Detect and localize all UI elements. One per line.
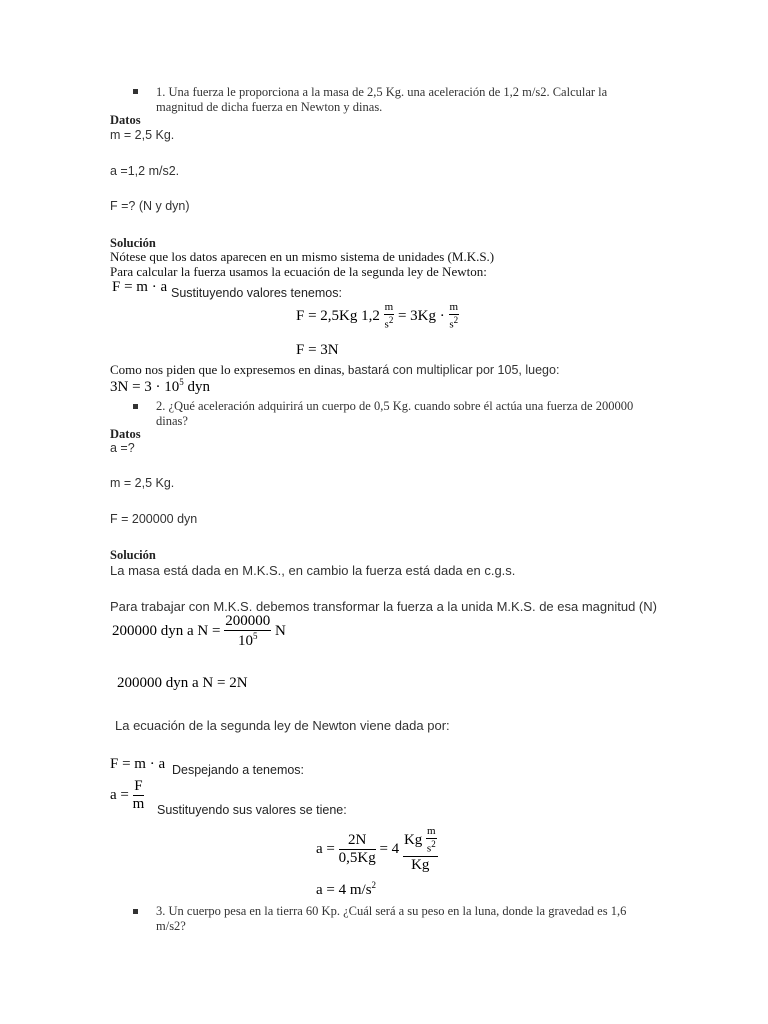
- datos-acceleration: a =1,2 m/s2.: [110, 164, 180, 178]
- datos-mass: m = 2,5 Kg.: [110, 128, 175, 142]
- problem-1-line-2: magnitud de dicha fuerza en Newton y dinas.: [156, 100, 383, 114]
- datos-acceleration-2: a =?: [110, 441, 135, 455]
- despejando-label: Despejando a tenemos:: [172, 763, 305, 777]
- dinas-sentence-part-1: Como nos piden que lo expresemos en dinas, b: [110, 362, 355, 377]
- unit-fraction: [384, 302, 395, 331]
- conversion-equation: 200000 dyn a N = $\frac{200000}{10^5}$ N: [112, 613, 286, 649]
- solucion-heading: Solución: [110, 236, 156, 250]
- acceleration-fraction: $\frac{F}{m}$: [132, 778, 145, 812]
- conversion-fraction: [224, 614, 271, 649]
- acceleration-equation: a = $\frac{2N}{0,5Kg}$ = 4 Kg $\frac{m}{s^2}$ Kg: [316, 825, 436, 873]
- newton-formula-2: F = m · a: [110, 756, 166, 772]
- solution-2-line-1: La masa está dada en M.K.S., en cambio la fuerza está dada en c.g.s.: [110, 563, 516, 578]
- problem-1-statement: [156, 85, 607, 115]
- dinas-sentence-part-2: astará con multiplicar por 105, luego:: [354, 363, 560, 377]
- problem-3-line-2: m/s2?: [156, 919, 186, 933]
- conversion-numerator: 200000: [225, 613, 271, 629]
- datos-force: F =? (N y dyn): [110, 199, 190, 213]
- unit-denominator-2: $s^2$: [449, 315, 459, 331]
- problem-2-line-1: 2. ¿Qué aceleración adquirirá un cuerpo de 0,5 Kg. cuando sobre él actúa una fuerza de 200000: [156, 399, 634, 413]
- unit-compound-fraction: Kg $\frac{m}{s^2}$ Kg: [403, 825, 436, 873]
- bullet-marker: [133, 909, 138, 914]
- unit-numerator: m: [384, 301, 394, 313]
- problem-2-line-2: dinas?: [156, 414, 188, 428]
- newton-formula: F = m · a: [112, 279, 168, 295]
- problem-2-statement: [156, 399, 633, 429]
- solution-2-line-2: Para trabajar con M.K.S. debemos transformar la fuerza a la unida M.K.S. de esa magnitud (N): [110, 599, 657, 614]
- force-equation-mid: = 3Kg ·: [397, 307, 445, 324]
- unit-numerator-2: m: [449, 301, 459, 313]
- dyn-conversion: $3N = 3 \cdot 10^5$ dyn: [110, 377, 211, 395]
- unit-fraction-2: [449, 302, 460, 331]
- substitute-label: Sustituyendo valores tenemos:: [171, 286, 342, 300]
- substitute-values-label: Sustituyendo sus valores se tiene:: [157, 803, 347, 817]
- conversion-denominator: $10^5$: [237, 631, 258, 649]
- bullet-marker: [133, 89, 138, 94]
- datos-heading-2: Datos: [110, 427, 141, 441]
- force-result: F = 3N: [296, 342, 339, 358]
- unit-denominator: $s^2$: [384, 315, 394, 331]
- force-equation: [296, 302, 459, 331]
- acceleration-formula: a = $\frac{F}{m}$: [110, 778, 145, 812]
- solution-line-1: Nótese que los datos aparecen en un mismo sistema de unidades (M.K.S.): [110, 249, 495, 264]
- conversion-result: 200000 dyn a N = 2N: [117, 675, 248, 691]
- datos-force-2: F = 200000 dyn: [110, 512, 198, 526]
- datos-mass-2: m = 2,5 Kg.: [110, 476, 175, 490]
- problem-1-line-1: 1. Una fuerza le proporciona a la masa de 2,5 Kg. una aceleración de 1,2 m/s2. Calcular la: [156, 85, 608, 99]
- solucion-heading-2: Solución: [110, 548, 156, 562]
- problem-3-statement: [156, 904, 626, 934]
- acceleration-result: a = 4 $m/s^2$: [316, 880, 377, 898]
- acceleration-eq-fraction: $\frac{2N}{0,5Kg}$: [338, 831, 376, 866]
- problem-3-line-1: 3. Un cuerpo pesa en la tierra 60 Kp. ¿Cuál será a su peso en la luna, donde la gravedad es 1,6: [156, 904, 627, 918]
- bullet-marker: [133, 404, 138, 409]
- datos-heading: Datos: [110, 113, 141, 127]
- newton-sentence: La ecuación de la segunda ley de Newton viene dada por:: [115, 718, 450, 733]
- solution-line-2: Para calcular la fuerza usamos la ecuación de la segunda ley de Newton:: [110, 264, 487, 279]
- force-equation-prefix: F = 2,5Kg 1,2: [296, 307, 380, 324]
